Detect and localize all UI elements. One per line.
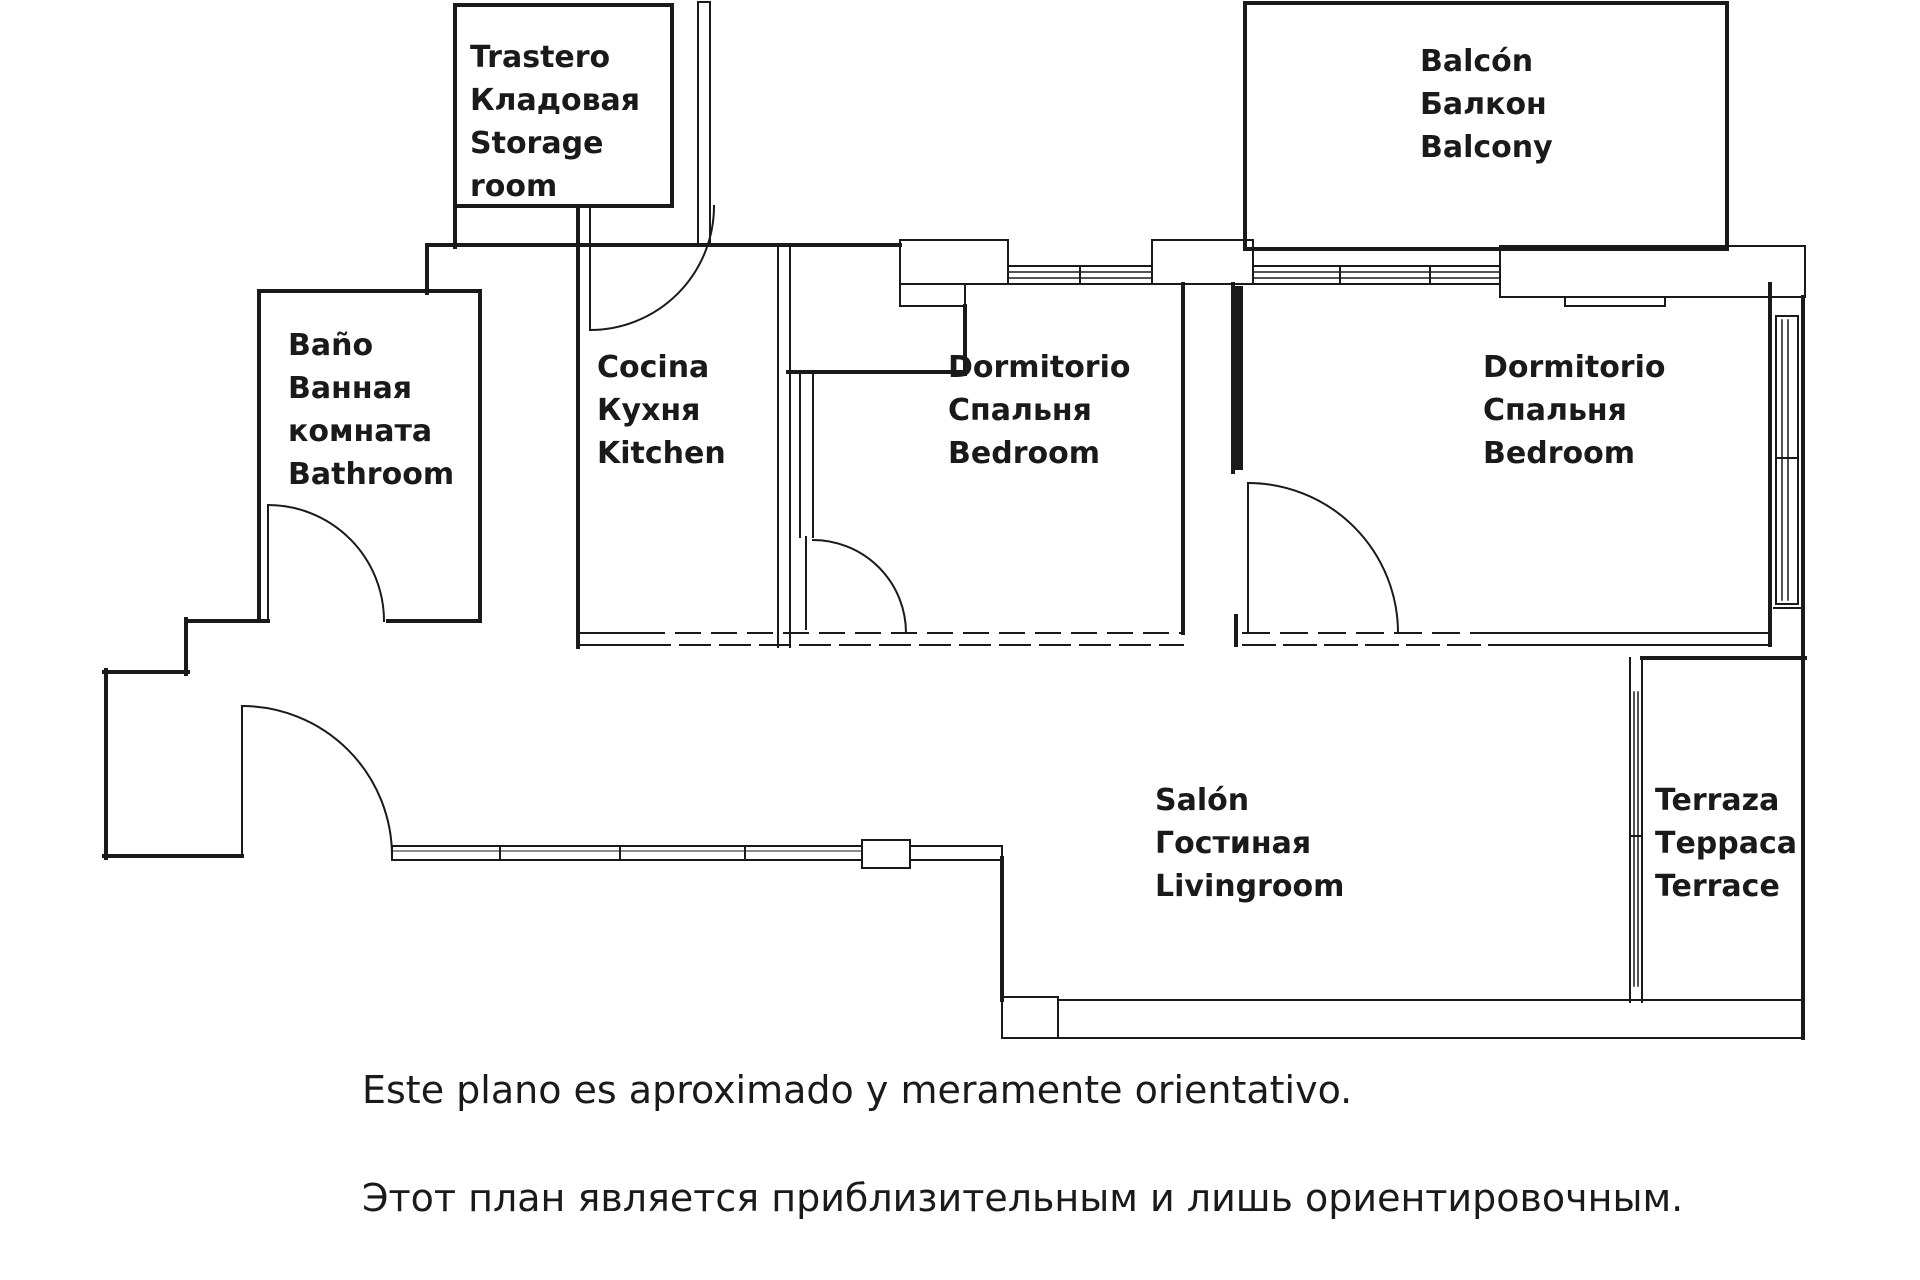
bedroom-corridor-walls [1183,284,1398,645]
bedroom-bottom-walls [578,633,1770,645]
bedroom1-walls [788,284,965,633]
livingroom-walls [104,706,1803,1038]
kitchen-label-ru: Кухня [597,393,701,428]
room-label-balcony [1420,40,1553,169]
entrance-door-arc [242,706,392,856]
left-exterior-walls [104,619,259,858]
bathroom-label-ru-1: Ванная [288,371,413,406]
bedroom2-door-arc [1248,483,1398,633]
bedroom2-walls [1770,284,1803,1038]
storage-label-ru: Кладовая [470,83,641,118]
room-label-bathroom [288,324,454,496]
room-label-bedroom-2 [1483,346,1666,475]
bathroom-label-en: Bathroom [288,457,455,492]
bathroom-label-es: Baño [288,328,374,363]
disclaimer-spanish: Este plano es aproximado y meramente orientativo. [362,1068,1353,1112]
room-label-kitchen [597,346,726,475]
storage-door-arc [590,206,714,330]
disclaimer-russian: Этот план является приблизительным и лишь ориентировочным. [362,1176,1684,1220]
bedroom1-door-arc [813,540,906,633]
terrace-label-ru: Терраса [1655,826,1798,861]
room-label-terrace [1655,779,1797,908]
kitchen-label-en: Kitchen [597,436,726,471]
bathroom-label-ru-2: комната [288,414,433,449]
bottom-exterior-wall [1058,1000,1803,1038]
room-label-bedroom-1 [948,346,1131,475]
storage-label-en-1: Storage [470,126,604,161]
corridor-dark-wall [1233,286,1243,470]
balcony-label-es: Balcón [1420,44,1534,79]
storage-label-en-2: room [470,169,558,204]
livingroom-label-ru: Гостиная [1155,826,1312,861]
room-label-livingroom [1155,779,1344,908]
balcony-label-en: Balcony [1420,130,1553,165]
bedroom2-label-es: Dormitorio [1483,350,1666,385]
livingroom-label-en: Livingroom [1155,869,1345,904]
bedroom2-label-ru: Спальня [1483,393,1627,428]
kitchen-label-es: Cocina [597,350,710,385]
bedroom1-label-es: Dormitorio [948,350,1131,385]
bedroom2-label-en: Bedroom [1483,436,1635,471]
bedroom1-label-en: Bedroom [948,436,1100,471]
bedroom1-label-ru: Спальня [948,393,1092,428]
livingroom-label-es: Salón [1155,783,1250,818]
bathroom-door-arc [268,505,384,621]
terrace-label-en: Terrace [1655,869,1780,904]
room-label-storage [470,36,640,208]
balcony-label-ru: Балкон [1420,87,1547,122]
storage-label-es: Trastero [470,40,611,75]
terrace-label-es: Terraza [1655,783,1780,818]
